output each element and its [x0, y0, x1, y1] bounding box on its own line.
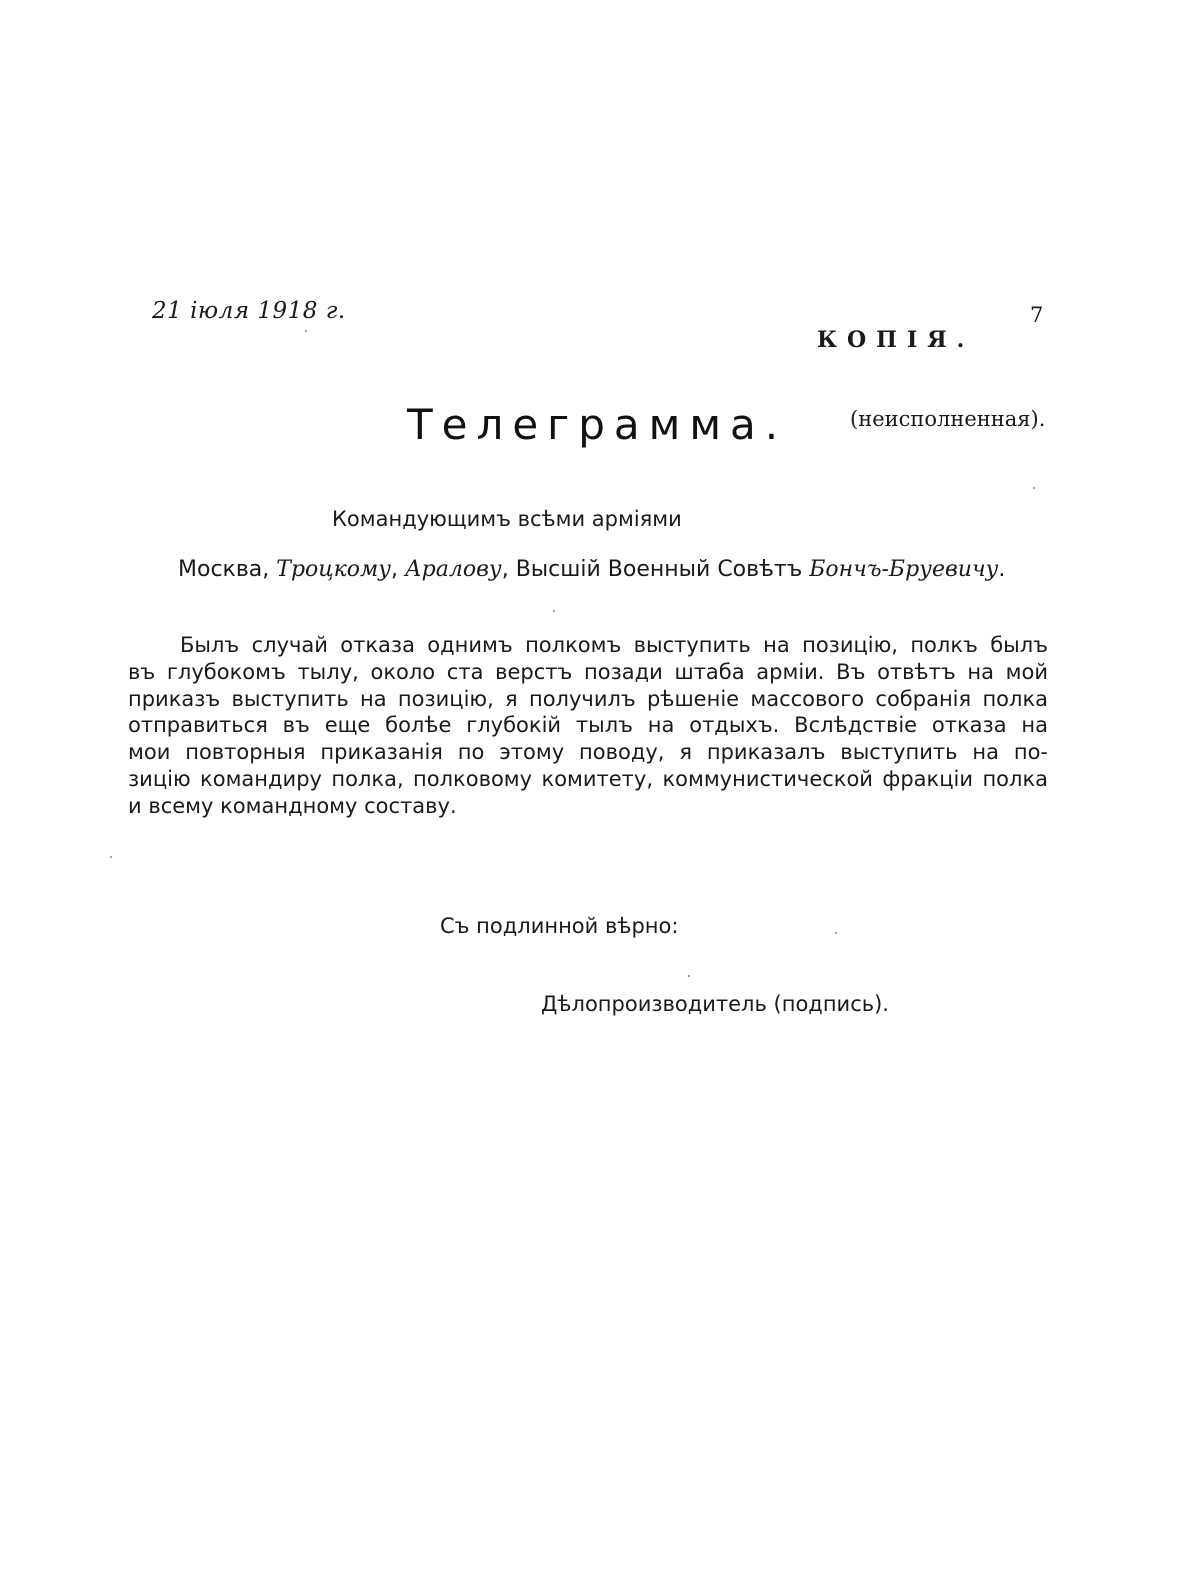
body-line: зицію командиру полка, полковому комитету, коммунистической фракціи полка [128, 766, 1048, 791]
certification-line: Съ подлинной вѣрно: [440, 914, 679, 938]
body-line: приказъ выступить на позицію, я получилъ рѣшеніе массового собранія полка [128, 686, 1048, 711]
addressee-name-3: Бончъ-Бруевичу [809, 557, 999, 582]
scan-speck [688, 975, 690, 977]
body-line: въ глубокомъ тылу, около ста верстъ позади штаба арміи. Въ отвѣтъ на мой [128, 659, 1048, 684]
page-number: 7 [1030, 303, 1044, 327]
body-line: отправиться въ еще болѣе глубокій тылъ на отдыхъ. Вслѣдствіе отказа на [128, 713, 1048, 738]
addressee-line-2: Москва, Троцкому, Аралову, Высшій Военный Совѣтъ Бончъ-Бруевичу. [178, 557, 1006, 582]
addressee-council: Высшій Военный Совѣтъ [515, 557, 803, 582]
addressee-city: Москва, [178, 557, 270, 582]
scan-speck [305, 330, 307, 332]
scan-speck [1033, 487, 1035, 489]
body-line: и всему командному составу. [128, 793, 457, 818]
addressee-name-1: Троцкому [276, 557, 392, 582]
document-date: 21 іюля 1918 г. [152, 298, 346, 324]
body-line: Былъ случай отказа однимъ полкомъ выступить на позицію, полкъ былъ [180, 633, 1048, 657]
body-line: мои повторныя приказанія по этому поводу, я приказалъ выступить на по- [128, 740, 1048, 765]
scan-speck [553, 610, 555, 612]
title-note: (неисполненная). [850, 407, 1046, 431]
document-title: Телеграмма. [407, 400, 788, 449]
clerk-signature-line: Дѣлопроизводитель (подпись). [541, 992, 889, 1016]
scan-speck [110, 856, 112, 858]
addressee-line-1: Командующимъ всѣми арміями [332, 507, 682, 531]
addressee-name-2: Аралову [405, 557, 502, 582]
copy-mark: КОПІЯ. [817, 327, 975, 353]
telegram-body [128, 632, 1048, 820]
scan-speck [835, 932, 837, 934]
